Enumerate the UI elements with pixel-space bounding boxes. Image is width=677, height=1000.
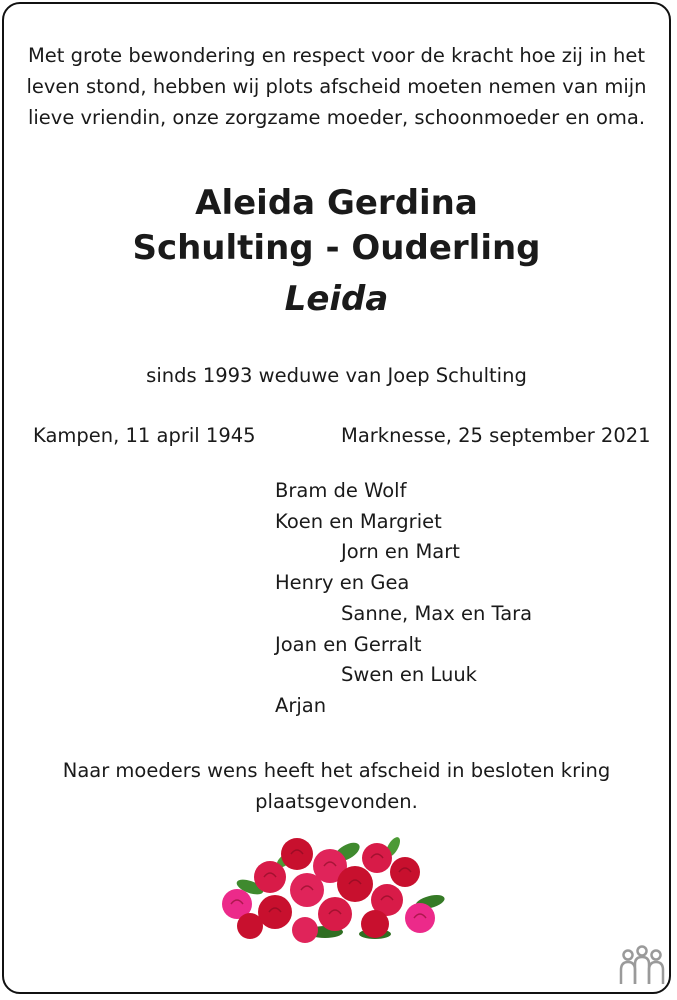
family-member: Henry en Gea bbox=[275, 571, 410, 595]
family-member: Arjan bbox=[275, 693, 327, 717]
closing-line: Naar moeders wens heeft het afscheid in besloten kring bbox=[62, 759, 611, 782]
family-list bbox=[0, 479, 673, 729]
rose-bouquet-icon bbox=[215, 832, 460, 947]
death-place-date: Marknesse, 25 september 2021 bbox=[341, 424, 651, 447]
intro-line: lieve vriendin, onze zorgzame moeder, schoonmoeder en oma. bbox=[27, 106, 646, 129]
intro-text bbox=[20, 40, 653, 133]
family-member-grandchildren: Swen en Luuk bbox=[341, 663, 477, 687]
intro-line: Met grote bewondering en respect voor de kracht hoe zij in het bbox=[27, 44, 646, 67]
intro-line: leven stond, hebben wij plots afscheid moeten nemen van mijn bbox=[26, 75, 647, 98]
family-member: Bram de Wolf bbox=[275, 479, 407, 502]
widow-line: sinds 1993 weduwe van Joep Schulting bbox=[146, 364, 527, 387]
deceased-nickname: Leida bbox=[284, 279, 389, 319]
family-member: Joan en Gerralt bbox=[275, 632, 422, 656]
deceased-first-names: Aleida Gerdina bbox=[195, 183, 478, 223]
closing-line: plaatsgevonden. bbox=[255, 790, 418, 813]
family-member-grandchildren: Jorn en Mart bbox=[341, 540, 460, 564]
deceased-surname: Schulting - Ouderling bbox=[132, 228, 541, 268]
family-member-grandchildren: Sanne, Max en Tara bbox=[341, 601, 533, 625]
family-member: Koen en Margriet bbox=[275, 509, 442, 533]
closing-text bbox=[0, 755, 673, 817]
birth-place-date: Kampen, 11 april 1945 bbox=[33, 424, 256, 447]
people-logo-icon bbox=[616, 944, 668, 986]
